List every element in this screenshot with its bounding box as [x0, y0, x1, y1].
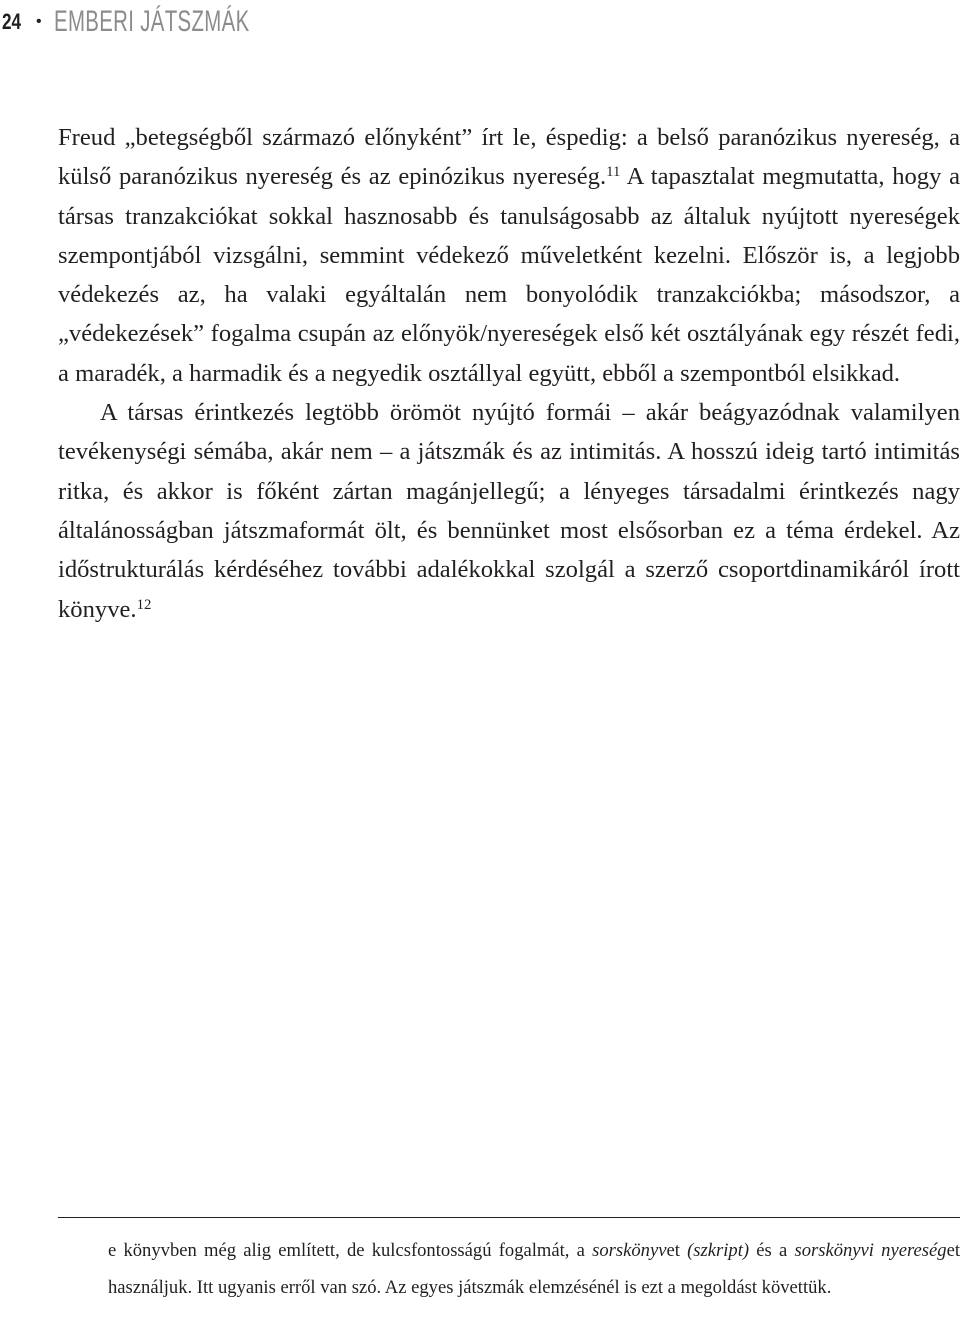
footnote-italic-1: sorskönyv — [592, 1240, 667, 1261]
paragraph-2 — [58, 393, 960, 629]
paragraph-1 — [58, 118, 960, 393]
paragraph-2-text: A társas érintkezés legtöbb örömöt nyújtó formái – akár beágyazódnak valamilyen tevékenységi sémába, akár nem – a játszmák és az intimitás. A hosszú ideig tartó intimitás ritka, és akkor is főként zártan magánjellegű; a lényeges társadalmi érintkezés nagy általánosságban játszmaformát ölt, és bennünket most elsősorban ez a téma érdekel. Az időstrukturálás kérdéséhez további adalékokkal szolgál a szerző csoportdinamikáról írott könyve. — [58, 399, 960, 623]
body-text — [58, 118, 960, 629]
footnote-divider — [58, 1217, 960, 1218]
footnote-text — [108, 1233, 960, 1306]
footnote-italic-2: (szkript) — [687, 1240, 750, 1261]
running-header — [0, 0, 341, 44]
footnote-ref-11: 11 — [606, 164, 621, 181]
footnote-ref-12: 12 — [136, 596, 152, 613]
paragraph-1-text-b: A tapasztalat megmutatta, hogy a társas tranzakciókat sokkal hasznosabb és tanulságosabb az általuk nyújtott nyereségek szempontjából vizsgálni, semmint védekező műveletként kezelni. Először is, a legjobb védekezés az, ha valaki egyáltalán nem bonyolódik tranzakciókba; másodszor, a „védekezések” fogalma csupán az előnyök/nyereségek első két osztályának egy részét fedi, a maradék, a harmadik és a negyedik osztállyal együtt, ebből a szempontból elsikkad. — [58, 163, 960, 387]
running-title: EMBERI JÁTSZMÁK — [53, 5, 250, 38]
footnote-text-1: e könyvben még alig említett, de kulcsfontosságú fogalmát, a — [108, 1240, 593, 1261]
footnote-text-3: és a — [749, 1240, 795, 1261]
footnote — [108, 1233, 960, 1306]
paragraph-1-text-a: Freud „betegségből származó előnyként” írt le, éspedig: a belső paranózikus nyereség, a külső paranózikus nyereség és az epinózikus nyereség. — [58, 124, 960, 191]
footnote-text-4: et használjuk. Itt ugyanis erről van szó. Az egyes játszmák elemzésénél is ezt a megoldást követtük. — [108, 1240, 960, 1298]
footnote-italic-3: sorskönyvi nyereség — [794, 1240, 947, 1261]
header-bullet: • — [36, 13, 42, 30]
page-number: 24 — [2, 9, 22, 34]
footnote-text-2: et — [666, 1240, 688, 1261]
